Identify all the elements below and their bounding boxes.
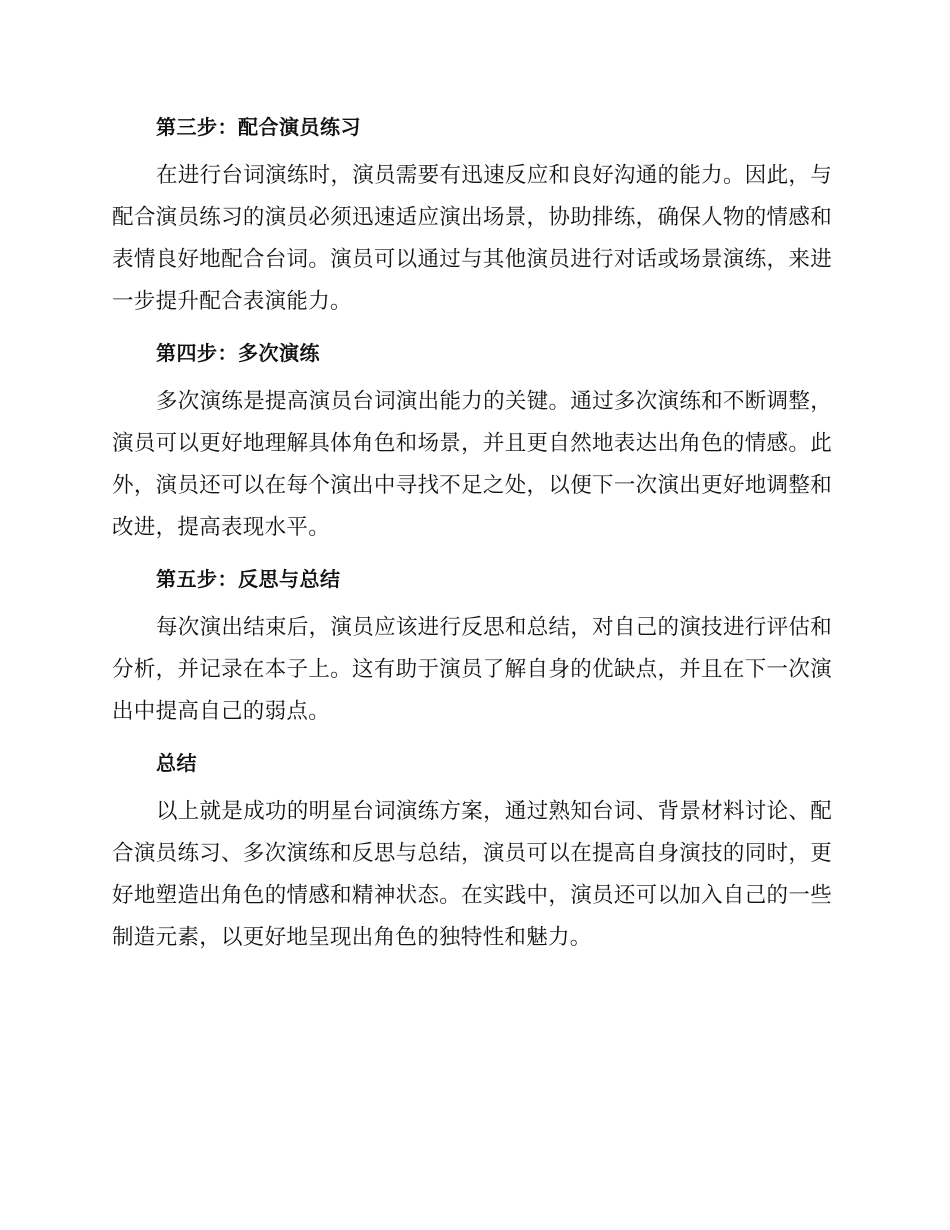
section-paragraph-step-3: 在进行台词演练时，演员需要有迅速反应和良好沟通的能力。因此，与配合演员练习的演员必须迅速适应演出场景，协助排练，确保人物的情感和表情良好地配合台词。演员可以通过与其他演员进行对话或场景演练，来进一步提升配合表演能力。 xyxy=(112,163,832,314)
section-heading-step-5: 第五步：反思与总结 xyxy=(156,567,341,591)
section-paragraph-step-5: 每次演出结束后，演员应该进行反思和总结，对自己的演技进行评估和分析，并记录在本子上。这有助于演员了解自身的优缺点，并且在下一次演出中提高自己的弱点。 xyxy=(112,615,832,724)
section-heading-step-3: 第三步：配合演员练习 xyxy=(156,115,361,139)
section-paragraph-summary: 以上就是成功的明星台词演练方案，通过熟知台词、背景材料讨论、配合演员练习、多次演练和反思与总结，演员可以在提高自身演技的同时，更好地塑造出角色的情感和精神状态。在实践中，演员还可以加入自己的一些制造元素，以更好地呈现出角色的独特性和魅力。 xyxy=(112,799,832,950)
section-heading-step-4: 第四步：多次演练 xyxy=(156,341,320,365)
section-paragraph-step-4: 多次演练是提高演员台词演出能力的关键。通过多次演练和不断调整，演员可以更好地理解具体角色和场景，并且更自然地表达出角色的情感。此外，演员还可以在每个演出中寻找不足之处，以便下一次演出更好地调整和改进，提高表现水平。 xyxy=(112,389,832,540)
document-body xyxy=(112,103,832,965)
section-heading-summary: 总结 xyxy=(156,751,197,775)
